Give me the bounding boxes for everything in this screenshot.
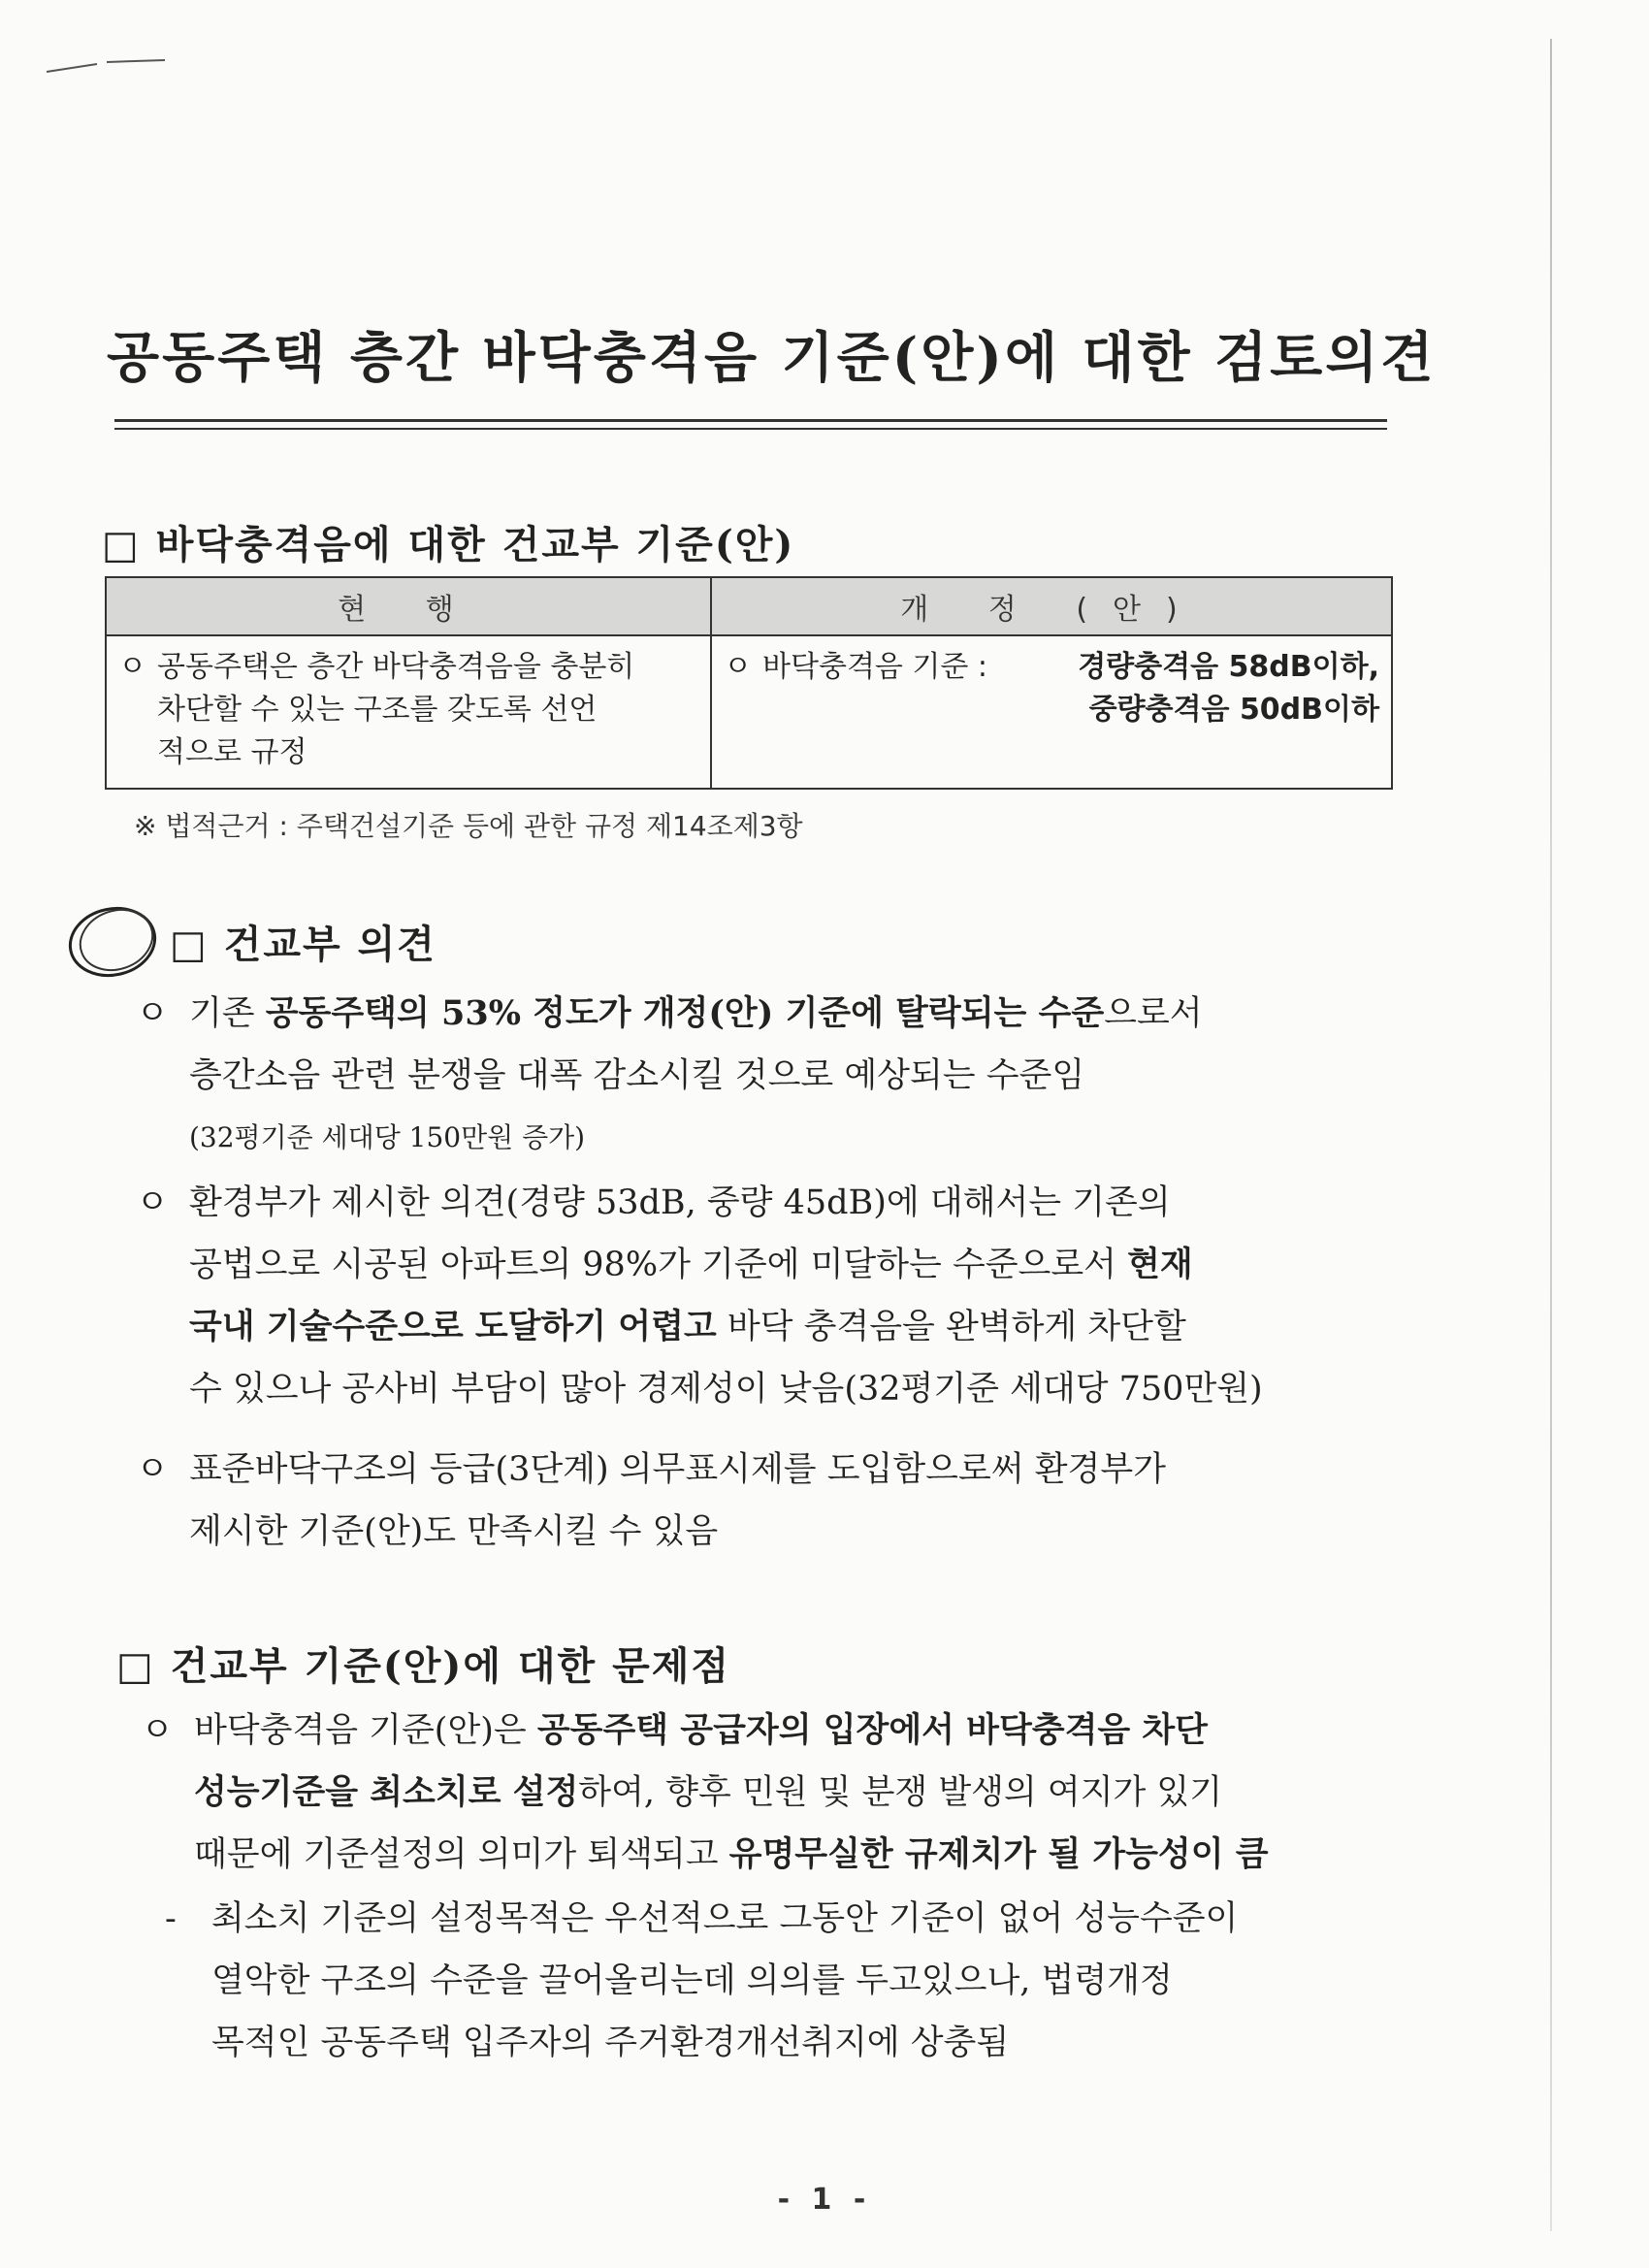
item-line: 목적인 공동주택 입주자의 주거환경개선취지에 상충됨 xyxy=(211,2024,1010,2062)
scan-edge-line xyxy=(1550,39,1552,2231)
item-line: 표준바닥구조의 등급(3단계) 의무표시제를 도입함으로써 환경부가 xyxy=(189,1450,1166,1489)
emphasis-text: 성능기준을 최소치로 설정 xyxy=(194,1772,579,1812)
text-run: 하여, 향후 민원 및 분쟁 발생의 여지가 있기 xyxy=(578,1773,1223,1812)
opinion-item xyxy=(136,983,1436,1169)
section-heading-opinion: □ 건교부 의견 xyxy=(170,922,436,967)
cell-revised xyxy=(711,635,1392,789)
cell-current-line: 공동주택은 층간 바닥충격음을 충분히 xyxy=(157,650,635,684)
bullet-marker: ㅇ xyxy=(136,1183,169,1222)
revised-label: 바닥충격음 기준 : xyxy=(762,650,988,684)
revised-value-light: 경량충격음 58dB이하, xyxy=(1078,650,1379,684)
table-row xyxy=(106,635,1392,789)
item-line: 환경부가 제시한 의견(경량 53dB, 중량 45dB)에 대해서는 기존의 xyxy=(189,1183,1171,1222)
handwritten-circle-mark xyxy=(56,897,173,985)
item-line: 최소치 기준의 설정목적은 우선적으로 그동안 기준이 없어 성능수준이 xyxy=(211,1899,1239,1938)
item-line xyxy=(141,1762,1440,1824)
item-line: 수 있으나 공사비 부담이 많아 경제성이 낮음(32평기준 세대당 750만원) xyxy=(189,1370,1263,1409)
text-run: 때문에 기준설정의 의미가 퇴색되고 xyxy=(194,1835,729,1874)
section-heading-standard: □ 바닥충격음에 대한 건교부 기준(안) xyxy=(102,522,795,567)
page-number: - 1 - xyxy=(777,2183,872,2217)
cell-current xyxy=(106,635,711,789)
bullet-marker: ㅇ xyxy=(724,650,752,684)
item-line xyxy=(136,1296,1436,1358)
item-line xyxy=(136,983,1436,1045)
revised-value-heavy: 중량충격음 50dB이하 xyxy=(1088,693,1379,727)
item-line: 열악한 구조의 수준을 끌어올리는데 의의를 두고있으나, 법령개정 xyxy=(211,1961,1173,2000)
item-line: 층간소음 관련 분쟁을 대폭 감소시킬 것으로 예상되는 수준임 xyxy=(189,1056,1085,1095)
cell-current-line: 차단할 수 있는 구조를 갖도록 선언 xyxy=(157,693,598,727)
pen-stroke-mark xyxy=(39,50,175,89)
opinion-item xyxy=(136,1439,1436,1563)
bullet-marker: ㅇ xyxy=(136,994,169,1033)
item-line xyxy=(136,1234,1436,1296)
text-run: 기존 xyxy=(189,994,266,1033)
legal-basis-note: ※ 법적근거 : 주택건설기준 등에 관한 규정 제14조제3항 xyxy=(134,810,803,842)
revised-values xyxy=(987,646,1379,731)
title-underline-double xyxy=(114,428,1387,430)
text-run: 공법으로 시공된 아파트의 98%가 기준에 미달하는 수준으로서 xyxy=(189,1246,1128,1284)
text-run: 바닥 충격음을 완벽하게 차단할 xyxy=(716,1308,1186,1346)
text-run: 으로서 xyxy=(1104,994,1203,1033)
cell-current-line: 적으로 규정 xyxy=(157,735,307,769)
problem-item xyxy=(141,1700,1440,1886)
bullet-marker: ㅇ xyxy=(136,1450,169,1489)
text-run: 바닥충격음 기준(안)은 xyxy=(194,1711,537,1750)
item-note: (32평기준 세대당 150만원 증가) xyxy=(189,1121,586,1153)
problem-sub-item xyxy=(165,1888,1445,2074)
emphasis-text: 공동주택 공급자의 입장에서 바닥충격음 차단 xyxy=(536,1710,1208,1750)
header-current: 현 행 xyxy=(106,577,711,635)
dash-marker: - xyxy=(165,1899,177,1938)
emphasis-text: 유명무실한 규제치가 될 가능성이 큼 xyxy=(728,1834,1269,1874)
section-heading-problems: □ 건교부 기준(안)에 대한 문제점 xyxy=(116,1643,731,1689)
page-title: 공동주택 층간 바닥충격음 기준(안)에 대한 검토의견 xyxy=(107,326,1437,390)
comparison-table xyxy=(105,576,1393,790)
table-header-row xyxy=(106,577,1392,635)
title-underline xyxy=(114,419,1387,422)
item-line xyxy=(141,1824,1440,1886)
emphasis-text: 국내 기술수준으로 도달하기 어렵고 xyxy=(189,1307,717,1346)
emphasis-text: 공동주택의 53% 정도가 개정(안) 기준에 탈락되는 수준 xyxy=(265,993,1105,1033)
item-line: 제시한 기준(안)도 만족시킬 수 있음 xyxy=(189,1512,719,1551)
bullet-marker: ㅇ xyxy=(141,1711,174,1750)
item-line xyxy=(141,1700,1440,1762)
header-revised: 개 정 (안) xyxy=(711,577,1392,635)
emphasis-text: 현재 xyxy=(1127,1245,1193,1284)
opinion-item xyxy=(136,1172,1436,1420)
bullet-marker: ㅇ xyxy=(118,650,146,684)
